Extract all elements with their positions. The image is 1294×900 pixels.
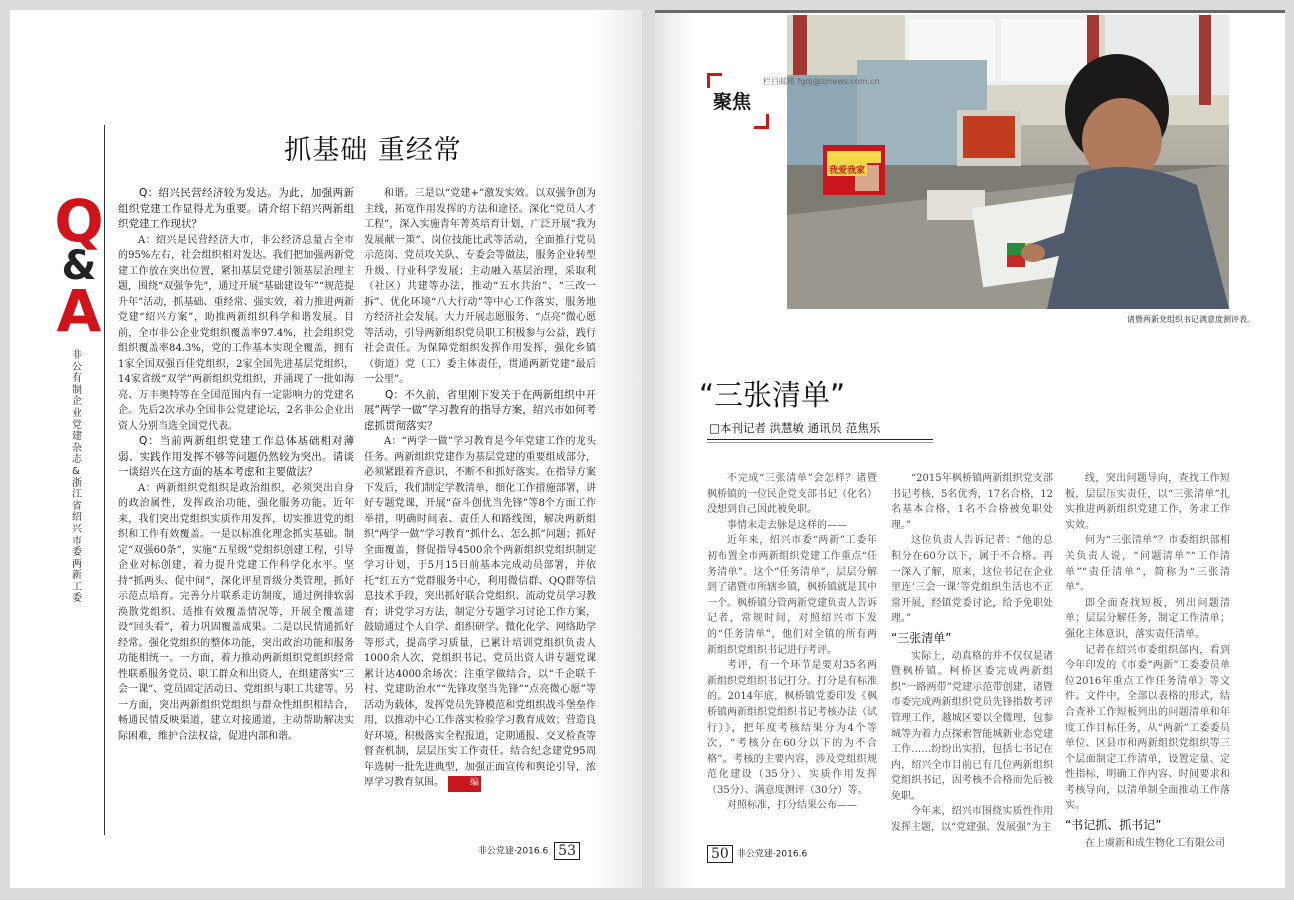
page-folio	[478, 842, 580, 860]
article-column-1	[707, 471, 877, 841]
body-paragraph: 即全面查找短板，列出问题清单；层层分解任务，制定工作清单；强化主体意识，落实责任清单。	[1065, 597, 1230, 640]
body-paragraph: 对照标准，打分结果公布——	[727, 800, 857, 812]
body-paragraph: 考评，有一个环节是要对35名两新组织党组织书记打分。打分是有标准的。2014年底，枫桥镇党委印发《枫桥镇两新组织党组织书记考核办法（试行）》，把年度考核结果分为4个等次，“考核分在60分以下的为不合格”。考核的主要内容，涉及党组织规范化建设（35分）、实质作用发挥（35分）、满意度测评（30分）等。	[707, 660, 877, 796]
section-heading: “三张清单”	[891, 630, 952, 645]
answer-paragraph: 和谐。三是以“党建+”激发实效。以双强争创为主线，拓宽作用发挥的方法和途径。深化“党员人才工程”，深入实施青年菁英培育计划，广泛开展“我为发展献一策”、岗位技能比武等活动，全面推行党员示范岗、党员攻关队、专委会等做法，服务企业转型升级、行业科学发展；主动融入基层治理，采取利（社区）共建等办法，推动“五水共治”、“三改一拆”、优化环境“八大行动”等中心工作落实，服务地方经济社会发展。大力开展志愿服务、“点亮”微心愿等活动，引导两新组织党员职工积极参与公益，践行社会责任。为保障党组织发挥作用发挥，强化乡镇（街道）党（工）委主体责任，贯通两新党建“最后一公里”。	[364, 188, 596, 385]
interview-column-2	[364, 186, 596, 836]
body-paragraph: “2015年枫桥镇两新组织党支部书记考核，5名优秀，17名合格，12名基本合格，1名不合格被免职处理。”	[891, 473, 1053, 531]
article-title: “三张清单”	[699, 378, 846, 412]
page-number: 53	[554, 842, 580, 860]
page-folio	[707, 845, 807, 863]
article-photo	[787, 15, 1229, 309]
body-paragraph: 在上虞新和成生物化工有限公司	[1085, 837, 1225, 849]
body-paragraph: 近年来，绍兴市委“两新”工委年初布置全市两新组织党建工作重点“任务清单”。这个“任务清单”，层层分解到了诸暨市所辖乡镇，枫桥镇就是其中一个。枫桥镇分管两新党建负责人告诉记者，常规时间，对照绍兴市下发的“任务清单”，他们对全镇的所有两新组织党组织书记进行考评。	[707, 535, 877, 656]
body-paragraph: 线，突出问题导向，查找工作短板，层层压实责任，以“三张清单”扎实推进两新组织党建工作，务求工作实效。	[1065, 473, 1230, 531]
answer-paragraph: A：绍兴是民营经济大市，非公经济总量占全市的95%左右，社会组织相对发达。我们把加强两新党建工作放在突出位置，紧扣基层党建引领基层治理主题，围绕“双强争先”，通过开展“基础建设年”“规范提升年”活动，抓基础、重经常、强实效，着力推进两新党建“绍兴方案”，助推两新组织科学和谐发展。目前，全市非公企业党组织覆盖率97.4%，社会组织党组织覆盖率84.3%，党的工作基本实现全覆盖，拥有1家全国双强百佳党组织，2家全国先进基层党组织，14家省级“双学”两新组织党组织，并涌现了一批如海亮、万丰奥特等在全国范围内有一定影响力的党建名企。先后2次承办全国非公党建论坛，2名非公企业出资人分别当选全国党代表。	[118, 234, 354, 432]
question-paragraph: Q：不久前，省里刚下发关于在两新组织中开展“两学一做”学习教育的指导方案，绍兴市如何考虑抓贯彻落实？	[364, 388, 596, 432]
byline: □本刊记者 洪慧敏 通讯员 范焦乐	[709, 421, 881, 435]
interview-column-1	[118, 186, 354, 836]
folio-text: 非公党建·2016.6	[477, 846, 549, 857]
sign-on-desk: 我爱我家	[827, 163, 867, 176]
body-paragraph: 事情末走去脉是这样的——	[727, 519, 847, 531]
end-mark: 编	[448, 776, 481, 792]
photo-caption: 诸暨两新党组织书记满意度测评表。	[1127, 315, 1255, 324]
left-page	[10, 10, 642, 888]
answer-paragraph: A：“两学一做”学习教育是今年党建工作的龙头任务。两新组织党建作为基层党建的重要组成部分，必须紧跟着齐意识，不断不和抓好落实。在指导方案下发后，我们制定学教清单，细化工作措施部署，讲好专题党课，开展“奋斗创优当先锋”等8个方面工作举措，明确时间表、责任人和路线图，解决两新组织“两学一做”学习教育“抓什么、怎么抓”问题；抓好全面覆盖，督促指导4500余个两新组织党组织制定学习计划，于5月15日前基本完成动员部署，并依托“红五方”党群服务中心，利用微信群、QQ群等信息技术手段，突出抓好联合党组织、流动党员学习教育；讲党学习方法，制定分专题学习讨论工作方案，鼓励通过个人自学、组织研学、微化化学、网络助学等形式，提高学习质量，已累计培训党组织负责人1000余人次，党组织书记、党员出资人讲专题党课累计达4000余场次；注重学做结合，以“千企联千村、党建助治水”“先锋攻坚当先锋”“点亮微心愿”等活动为载体，发挥党员先锋模范和党组织战斗堡垒作用，以推动中心工作落实检验学习教育成效；营造良好环境，积极落实全程报道，定期通报、交叉检查等督查机制，层层压实工作责任。结合纪念建党95周年选树一批先进典型，加强正面宣传和舆论引导，浓厚学习教育氛围。 编	[364, 434, 596, 792]
column-tag-email: 栏目邮箱 fgdj@zjnews.com.cn	[763, 77, 880, 86]
body-paragraph: 这位负责人告诉记者：“他的总积分在60分以下，属于不合格。再一深入了解，原来，这位书记在企业里连‘三会一课’等党组织生活也不正常开展，经镇党委讨论，给予免职处理。”	[891, 535, 1053, 625]
body-paragraph: 实际上，动真格的并不仅仅是诸暨枫桥镇。柯桥区委完成两新组织“一路两带”党建示范带创建，诸暨市委完成两新组织党员先锋指数考评管理工作，越城区要以全微理，包参城等为着力点探索智能城新业态党建工作……纷纷出实招，包括七书记在内，绍兴全市目前已有几位两新组织党组织书记，因考核不合格而先后被免职。	[891, 650, 1053, 802]
right-page	[655, 10, 1285, 888]
body-paragraph: 今年来，绍兴市围绕实质性作用发挥主题，以“党建强、发展强”为主	[891, 806, 1053, 834]
body-paragraph: 何为“三张清单”？市委组织部相关负责人说，“问题清单”“工作清单”“责任清单”，简称为“三张清单”。	[1065, 535, 1230, 594]
byline-rule-thin	[707, 442, 933, 443]
question-paragraph: Q：当前两新组织党建工作总体基础相对薄弱、实践作用发挥不够等问题仍然较为突出。请谈一谈绍兴在这方面的基本考虑和主要做法？	[118, 435, 354, 478]
office-scene-illustration	[787, 15, 1229, 309]
page-title: 抓基础 重经常	[284, 135, 462, 166]
page-number: 50	[707, 845, 733, 863]
tag-bracket-bottom	[754, 114, 769, 129]
byline-rule	[707, 439, 933, 440]
qa-logo-amp: &	[61, 243, 97, 289]
qa-logo	[54, 187, 104, 345]
article-column-2	[891, 471, 1053, 841]
body-paragraph: 记者在绍兴市委组织部内，看到今年印发的《市委“两新”工委委员单位2016年重点工作任务清单》等文件。文件中，全部以表格的形式，结合查补工作短板列出的问题清单和年度工作目标任务，从“两新”工委委员单位、区县市和两新组织党组织等三个层面制定工作清单，设置定量、定性指标，明确工作内容、时间要求和考核导向，以清单制全面推动工作落实。	[1065, 644, 1230, 812]
answer-paragraph: A：两新组织党组织是政治组织，必须突出自身的政治属性，发挥政治功能，强化服务功能。近年来，我们突出党组织实质作用发挥，切实推进党的组织和工作有效覆盖。一是以标准化理念抓实基础。制定“双强60条”，实施“五星级”党组织创建工程，引导企业对标创建，着力提升党建工作科学化水平。坚持“抓两头、促中间”，深化评星晋级分类管理，抓好示范点培育。完善分片联系走访制度，通过例排软弱涣散党组织、适推有效覆盖情况等，开展全覆盖建设“回头看”，着力巩固覆盖成果。二是以民情通抓好经常。强化党组织的整体功能，突出政治功能和服务功能相统一。一方面，着力推动两新组织党组织经常性联系服务党员、职工群众和出资人，在组建落实“三会一课”、党员固定活动日、党组织与职工共建等。另一方面，突出两新组织党组织与群众性组织相结合，畅通民情反映渠道，建立对接通道，主动帮助解决实际困难，维护合法权益，促进内部和谐。	[118, 482, 354, 742]
qa-logo-q: Q	[54, 187, 104, 255]
article-column-3	[1065, 471, 1230, 849]
section-divider	[104, 125, 105, 835]
tag-bracket-top	[707, 73, 722, 88]
folio-text: 非公党建·2016.6	[736, 849, 808, 860]
column-tag-label: 聚焦	[713, 91, 752, 113]
section-heading: “书记抓、抓书记”	[1065, 818, 1162, 833]
qa-logo-a: A	[56, 277, 102, 345]
body-paragraph: 不完成“三张清单”会怎样？诸暨枫桥镇的一位民企党支部书记（化名）没想到自己因此被免职。	[707, 473, 877, 516]
question-paragraph: Q：绍兴民营经济较为发达。为此，加强两新组织党建工作显得尤为重要。请介绍下绍兴两新组织党建工作现状？	[118, 187, 354, 230]
column-tag	[707, 73, 769, 129]
vertical-label: 非公有制企业党建杂志 & 浙江省绍兴市委两新工委	[72, 350, 82, 605]
